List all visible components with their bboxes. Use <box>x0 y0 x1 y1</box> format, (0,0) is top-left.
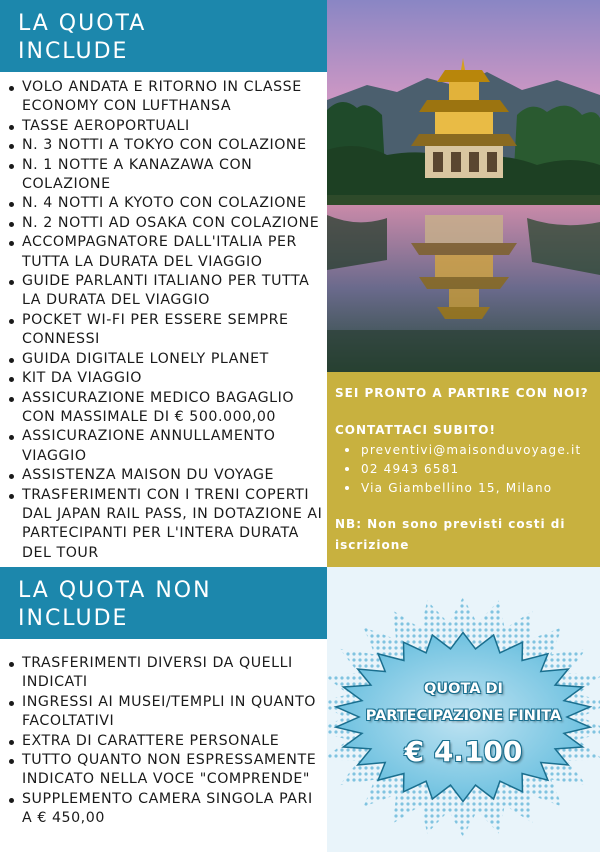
exclude-title <box>0 567 327 639</box>
exclude-item: TUTTO QUANTO NON ESPRESSAMENTE INDICATO NELLA VOCE "COMPRENDE" <box>0 751 327 790</box>
exclude-item: TRASFERIMENTI DIVERSI DA QUELLI INDICATI <box>0 654 327 693</box>
include-item: TRASFERIMENTI CON I TRENI COPERTI DAL JAPAN RAIL PASS, IN DOTAZIONE AI PARTECIPANTI PER L'INTERA DURATA DEL TOUR <box>0 486 327 564</box>
include-item: ACCOMPAGNATORE DALL'ITALIA PER TUTTA LA DURATA DEL VIAGGIO <box>0 233 327 272</box>
include-item: KIT DA VIAGGIO <box>0 369 327 388</box>
contact-question: SEI PRONTO A PARTIRE CON NOI? <box>335 386 589 400</box>
include-item: N. 2 NOTTI AD OSAKA CON COLAZIONE <box>0 214 327 233</box>
contact-email[interactable]: preventivi@maisonduvoyage.it <box>335 441 600 460</box>
contact-phone[interactable]: 02 4943 6581 <box>335 460 600 479</box>
exclude-item: SUPPLEMENTO CAMERA SINGOLA PARI A € 450,00 <box>0 790 327 829</box>
include-title-line2: INCLUDE <box>18 39 129 64</box>
temple-photo <box>327 0 600 372</box>
contact-cta: CONTATTACI SUBITO! <box>335 423 496 437</box>
contact-note: NB: Non sono previsti costi di iscrizione <box>335 517 566 552</box>
include-item: GUIDE PARLANTI ITALIANO PER TUTTA LA DURATA DEL VIAGGIO <box>0 272 327 311</box>
exclude-title-line1: LA QUOTA NON <box>18 578 212 603</box>
include-item: N. 3 NOTTI A TOKYO CON COLAZIONE <box>0 136 327 155</box>
include-item: ASSISTENZA MAISON DU VOYAGE <box>0 466 327 485</box>
include-item: POCKET WI-FI PER ESSERE SEMPRE CONNESSI <box>0 311 327 350</box>
contact-address: Via Giambellino 15, Milano <box>335 479 600 498</box>
price-label-line1: QUOTA DI <box>424 681 503 697</box>
include-list <box>0 78 327 563</box>
include-title <box>0 0 327 72</box>
include-item: ASSICURAZIONE MEDICO BAGAGLIO CON MASSIMALE DI € 500.000,00 <box>0 389 327 428</box>
include-item: GUIDA DIGITALE LONELY PLANET <box>0 350 327 369</box>
include-item: VOLO ANDATA E RITORNO IN CLASSE ECONOMY CON LUFTHANSA <box>0 78 327 117</box>
include-title-line1: LA QUOTA <box>18 11 147 36</box>
exclude-title-line2: INCLUDE <box>18 606 129 631</box>
exclude-list <box>0 654 327 829</box>
price-label-line2: PARTECIPAZIONE FINITA <box>365 708 562 724</box>
include-item: N. 4 NOTTI A KYOTO CON COLAZIONE <box>0 194 327 213</box>
contact-list <box>335 441 600 498</box>
golden-pavilion-image <box>327 0 600 372</box>
include-item: ASSICURAZIONE ANNULLAMENTO VIAGGIO <box>0 427 327 466</box>
price-panel <box>327 567 600 852</box>
exclude-item: EXTRA DI CARATTERE PERSONALE <box>0 732 327 751</box>
contact-panel <box>327 372 600 567</box>
include-item: N. 1 NOTTE A KANAZAWA CON COLAZIONE <box>0 156 327 195</box>
price-value: € 4.100 <box>404 735 523 768</box>
include-item: TASSE AEROPORTUALI <box>0 117 327 136</box>
exclude-item: INGRESSI AI MUSEI/TEMPLI IN QUANTO FACOLTATIVI <box>0 693 327 732</box>
